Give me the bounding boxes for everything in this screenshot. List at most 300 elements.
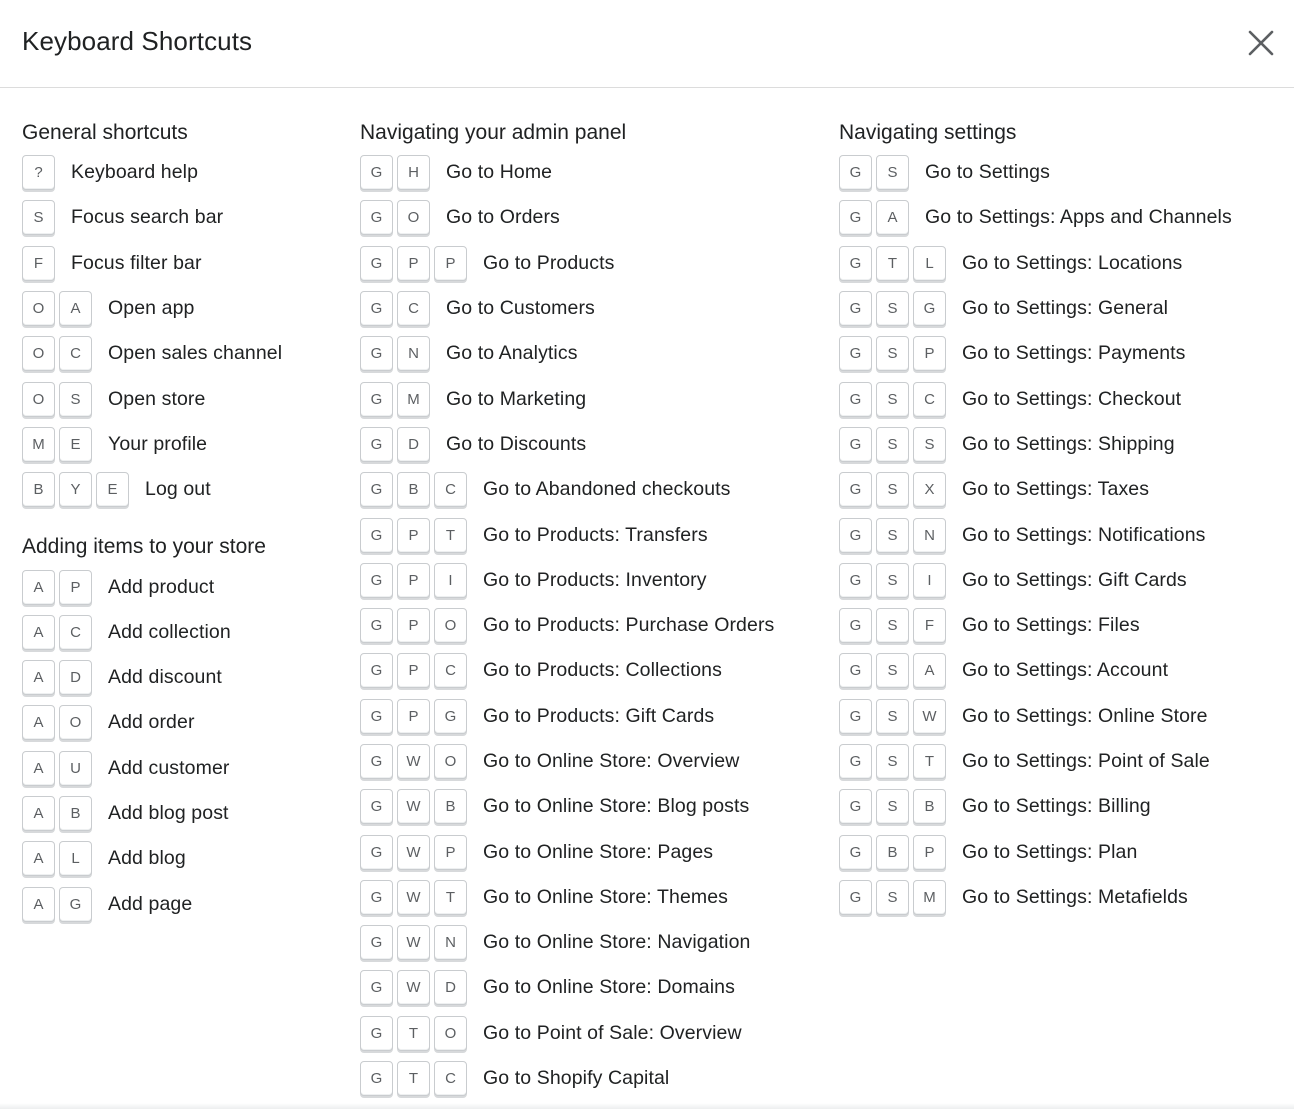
keycap: B — [22, 472, 55, 507]
shortcut-label: Keyboard help — [71, 161, 199, 184]
keycap: G — [839, 291, 872, 326]
shortcut-label: Go to Customers — [446, 297, 595, 320]
keycap: A — [913, 653, 946, 688]
shortcut-label: Go to Online Store: Navigation — [483, 931, 751, 954]
key-combo — [22, 615, 96, 650]
shortcut-row[interactable] — [360, 875, 820, 920]
shortcut-row[interactable] — [360, 739, 820, 784]
key-combo — [360, 880, 471, 915]
keycap: G — [360, 336, 393, 371]
shortcut-row[interactable] — [360, 920, 820, 965]
keycap: W — [397, 835, 430, 870]
key-combo — [839, 336, 950, 371]
shortcut-row[interactable] — [839, 694, 1279, 739]
key-combo — [360, 789, 471, 824]
shortcut-label: Go to Marketing — [446, 387, 587, 410]
shortcut-row[interactable] — [839, 286, 1279, 331]
keycap: S — [876, 155, 909, 190]
keycap: N — [397, 336, 430, 371]
keycap: G — [839, 336, 872, 371]
shortcut-label: Go to Shopify Capital — [483, 1067, 670, 1090]
keycap: A — [22, 615, 55, 650]
shortcut-label: Add discount — [108, 666, 222, 689]
close-icon — [1240, 22, 1282, 64]
keycap: F — [22, 246, 55, 281]
shortcut-row[interactable] — [360, 422, 820, 467]
shortcut-label: Go to Settings: Notifications — [962, 523, 1206, 546]
keycap: G — [59, 887, 92, 922]
keycap: P — [434, 246, 467, 281]
key-combo — [22, 570, 96, 605]
keycap: L — [913, 246, 946, 281]
shortcut-row[interactable] — [360, 150, 820, 195]
keycap: E — [96, 472, 129, 507]
shortcut-row[interactable] — [360, 286, 820, 331]
key-combo — [360, 1016, 471, 1051]
keycap: P — [59, 570, 92, 605]
shortcut-label: Go to Analytics — [446, 342, 578, 365]
keycap: W — [397, 880, 430, 915]
keycap: G — [913, 291, 946, 326]
shortcut-label: Go to Point of Sale: Overview — [483, 1021, 742, 1044]
shortcut-row[interactable] — [22, 150, 342, 195]
shortcut-row[interactable] — [360, 376, 820, 421]
left-column — [22, 116, 342, 927]
key-combo — [360, 246, 471, 281]
shortcut-label: Go to Abandoned checkouts — [483, 478, 731, 501]
keycap: S — [876, 699, 909, 734]
key-combo — [839, 155, 913, 190]
key-combo — [839, 427, 950, 462]
keycap: S — [22, 200, 55, 235]
shortcut-row[interactable] — [839, 875, 1279, 920]
key-combo — [839, 200, 913, 235]
keycap: G — [839, 246, 872, 281]
shortcut-label: Go to Online Store: Blog posts — [483, 795, 750, 818]
keycap: S — [913, 427, 946, 462]
shortcut-row[interactable] — [22, 610, 342, 655]
general-shortcuts-list — [22, 150, 342, 512]
keycap: T — [434, 518, 467, 553]
shortcut-label: Go to Products: Inventory — [483, 568, 707, 591]
keycap: S — [876, 608, 909, 643]
key-combo — [360, 427, 434, 462]
shortcut-label: Open sales channel — [108, 342, 283, 365]
shortcut-label: Open store — [108, 387, 206, 410]
keycap: W — [397, 789, 430, 824]
keycap: O — [22, 336, 55, 371]
keycap: P — [397, 699, 430, 734]
keycap: Y — [59, 472, 92, 507]
keycap: G — [360, 291, 393, 326]
key-combo — [22, 841, 96, 876]
shortcut-label: Add product — [108, 575, 215, 598]
shortcut-label: Go to Settings: Billing — [962, 795, 1151, 818]
keycap: G — [839, 155, 872, 190]
shortcut-row[interactable] — [360, 195, 820, 240]
keycap: W — [913, 699, 946, 734]
shortcut-row[interactable] — [839, 829, 1279, 874]
shortcut-label: Your profile — [108, 432, 208, 455]
shortcut-label: Go to Settings: Files — [962, 614, 1140, 637]
key-combo — [360, 835, 471, 870]
keycap: P — [397, 608, 430, 643]
keycap: ? — [22, 155, 55, 190]
key-combo — [839, 246, 950, 281]
shortcut-label: Focus filter bar — [71, 251, 202, 274]
keycap: G — [839, 472, 872, 507]
key-combo — [360, 970, 471, 1005]
shortcut-label: Add order — [108, 711, 195, 734]
key-combo — [22, 796, 96, 831]
keycap: G — [839, 382, 872, 417]
keycap: G — [839, 563, 872, 598]
key-combo — [360, 382, 434, 417]
keycap: O — [397, 200, 430, 235]
keycap: T — [397, 1061, 430, 1096]
shortcut-row[interactable] — [839, 467, 1279, 512]
keycap: G — [434, 699, 467, 734]
keycap: C — [434, 1061, 467, 1096]
key-combo — [22, 291, 96, 326]
keycap: E — [59, 427, 92, 462]
right-column — [839, 116, 1279, 920]
shortcut-row[interactable] — [839, 150, 1279, 195]
shortcut-row[interactable] — [360, 558, 820, 603]
keycap: A — [22, 841, 55, 876]
shortcut-row[interactable] — [360, 648, 820, 693]
shortcut-row[interactable] — [360, 1056, 820, 1101]
shortcut-label: Go to Settings: Apps and Channels — [925, 206, 1232, 229]
keycap: G — [360, 835, 393, 870]
keycap: H — [397, 155, 430, 190]
keycap: G — [839, 835, 872, 870]
keycap: N — [913, 518, 946, 553]
key-combo — [360, 563, 471, 598]
key-combo — [22, 200, 59, 235]
keycap: B — [397, 472, 430, 507]
keycap: I — [913, 563, 946, 598]
keycap: G — [839, 653, 872, 688]
keycap: S — [876, 518, 909, 553]
shortcut-label: Add collection — [108, 620, 231, 643]
key-combo — [839, 518, 950, 553]
shortcut-row[interactable] — [360, 784, 820, 829]
shortcut-label: Go to Settings: General — [962, 297, 1169, 320]
settings-navigation-list — [839, 150, 1279, 920]
keycap: S — [876, 472, 909, 507]
admin-navigation-list — [360, 150, 820, 1101]
shortcut-row[interactable] — [22, 881, 342, 926]
keycap: S — [59, 382, 92, 417]
keycap: D — [59, 660, 92, 695]
shortcut-label: Go to Settings — [925, 161, 1050, 184]
keycap: A — [876, 200, 909, 235]
shortcut-row[interactable] — [360, 603, 820, 648]
keycap: B — [876, 835, 909, 870]
shortcut-label: Go to Products: Purchase Orders — [483, 614, 775, 637]
shortcut-row[interactable] — [839, 195, 1279, 240]
shortcut-label: Add page — [108, 892, 193, 915]
keycap: T — [876, 246, 909, 281]
keycap: M — [22, 427, 55, 462]
shortcut-row[interactable] — [22, 331, 342, 376]
keycap: A — [59, 291, 92, 326]
shortcut-label: Go to Online Store: Themes — [483, 885, 729, 908]
shortcut-label: Add blog — [108, 847, 186, 870]
keycap: G — [360, 699, 393, 734]
keycap: G — [360, 427, 393, 462]
shortcut-row[interactable] — [839, 784, 1279, 829]
shortcut-row[interactable] — [22, 746, 342, 791]
key-combo — [360, 925, 471, 960]
key-combo — [839, 789, 950, 824]
shortcut-row[interactable] — [360, 467, 820, 512]
keycap: C — [434, 653, 467, 688]
shortcut-label: Go to Settings: Taxes — [962, 478, 1150, 501]
shortcut-row[interactable] — [22, 195, 342, 240]
key-combo — [839, 608, 950, 643]
shortcut-label: Go to Settings: Checkout — [962, 387, 1182, 410]
keycap: G — [360, 155, 393, 190]
keycap: G — [360, 518, 393, 553]
keycap: G — [839, 880, 872, 915]
shortcut-label: Add customer — [108, 756, 230, 779]
section-title-adding: Adding items to your store — [22, 535, 266, 559]
keycap: A — [22, 570, 55, 605]
shortcut-row[interactable] — [839, 603, 1279, 648]
keycap: D — [397, 427, 430, 462]
keycap: S — [876, 880, 909, 915]
keycap: C — [913, 382, 946, 417]
key-combo — [22, 427, 96, 462]
keycap: S — [876, 563, 909, 598]
key-combo — [22, 336, 96, 371]
keycap: N — [434, 925, 467, 960]
key-combo — [22, 472, 133, 507]
key-combo — [360, 336, 434, 371]
shortcut-label: Go to Products — [483, 251, 615, 274]
shortcut-label: Go to Discounts — [446, 432, 587, 455]
keycap: A — [22, 660, 55, 695]
keycap: A — [22, 705, 55, 740]
keycap: S — [876, 291, 909, 326]
shortcut-label: Go to Settings: Plan — [962, 840, 1138, 863]
keycap: G — [839, 200, 872, 235]
shortcut-row[interactable] — [360, 512, 820, 557]
keycap: D — [434, 970, 467, 1005]
shortcut-label: Focus search bar — [71, 206, 224, 229]
shortcut-row[interactable] — [360, 829, 820, 874]
shortcut-row[interactable] — [22, 791, 342, 836]
keycap: G — [839, 427, 872, 462]
shortcut-row[interactable] — [839, 739, 1279, 784]
keycap: P — [397, 518, 430, 553]
scroll-fade — [0, 1103, 1294, 1109]
key-combo — [360, 472, 471, 507]
key-combo — [839, 699, 950, 734]
shortcut-row[interactable] — [839, 422, 1279, 467]
shortcut-label: Go to Settings: Account — [962, 659, 1169, 682]
key-combo — [360, 291, 434, 326]
shortcut-row[interactable] — [22, 467, 342, 512]
keycap: O — [22, 382, 55, 417]
shortcut-row[interactable] — [22, 836, 342, 881]
keycap: G — [360, 1061, 393, 1096]
adding-items-list — [22, 564, 342, 926]
shortcut-label: Go to Products: Gift Cards — [483, 704, 715, 727]
shortcut-label: Go to Home — [446, 161, 553, 184]
shortcut-label: Go to Products: Transfers — [483, 523, 708, 546]
key-combo — [22, 155, 59, 190]
keycap: S — [876, 653, 909, 688]
key-combo — [360, 200, 434, 235]
keycap: W — [397, 970, 430, 1005]
key-combo — [839, 563, 950, 598]
shortcut-label: Go to Online Store: Overview — [483, 750, 740, 772]
middle-column — [360, 116, 820, 1101]
keycap: P — [397, 653, 430, 688]
shortcut-row[interactable] — [22, 286, 342, 331]
keycap: W — [397, 925, 430, 960]
key-combo — [839, 382, 950, 417]
keycap: U — [59, 751, 92, 786]
shortcut-row[interactable] — [839, 331, 1279, 376]
keycap: G — [360, 653, 393, 688]
key-combo — [360, 608, 471, 643]
keycap: B — [434, 789, 467, 824]
key-combo — [360, 744, 471, 779]
keycap: P — [434, 835, 467, 870]
key-combo — [22, 246, 59, 281]
keycap: S — [876, 744, 909, 779]
shortcut-row[interactable] — [839, 512, 1279, 557]
keycap: G — [360, 880, 393, 915]
shortcut-label: Go to Settings: Payments — [962, 342, 1186, 365]
shortcut-row[interactable] — [839, 648, 1279, 693]
keycap: X — [913, 472, 946, 507]
shortcut-row[interactable] — [839, 558, 1279, 603]
key-combo — [360, 155, 434, 190]
key-combo — [360, 653, 471, 688]
key-combo — [839, 472, 950, 507]
shortcut-row[interactable] — [360, 241, 820, 286]
shortcut-label: Go to Orders — [446, 206, 560, 229]
keycap: C — [59, 336, 92, 371]
keycap: O — [59, 705, 92, 740]
keycap: G — [360, 200, 393, 235]
section-title-general: General shortcuts — [22, 121, 188, 144]
shortcut-label: Go to Settings: Shipping — [962, 432, 1175, 455]
shortcut-row[interactable] — [22, 376, 342, 421]
modal-title: Keyboard Shortcuts — [22, 26, 253, 56]
keycap: L — [59, 841, 92, 876]
shortcut-label: Add blog post — [108, 802, 229, 824]
shortcut-row[interactable] — [360, 965, 820, 1010]
shortcut-row[interactable] — [22, 655, 342, 700]
keycap: G — [839, 744, 872, 779]
key-combo — [839, 880, 950, 915]
shortcut-label: Go to Settings: Online Store — [962, 704, 1208, 727]
keycap: T — [434, 880, 467, 915]
keycap: G — [360, 970, 393, 1005]
keycap: P — [397, 246, 430, 281]
shortcut-label: Go to Settings: Point of Sale — [962, 750, 1210, 772]
keycap: G — [360, 246, 393, 281]
keycap: G — [360, 744, 393, 779]
shortcut-row[interactable] — [22, 422, 342, 467]
shortcut-row[interactable] — [22, 564, 342, 609]
keycap: C — [59, 615, 92, 650]
keycap: O — [22, 291, 55, 326]
section-title-settings: Navigating settings — [839, 121, 1017, 144]
shortcut-label: Go to Settings: Gift Cards — [962, 568, 1187, 591]
keycap: G — [360, 608, 393, 643]
keycap: C — [434, 472, 467, 507]
keycap: O — [434, 1016, 467, 1051]
keycap: O — [434, 744, 467, 779]
shortcut-row[interactable] — [839, 241, 1279, 286]
shortcut-row[interactable] — [22, 700, 342, 745]
keycap: G — [839, 699, 872, 734]
key-combo — [360, 699, 471, 734]
key-combo — [22, 705, 96, 740]
keycap: B — [913, 789, 946, 824]
shortcut-label: Go to Settings: Locations — [962, 251, 1183, 274]
keycap: O — [434, 608, 467, 643]
key-combo — [360, 1061, 471, 1096]
shortcut-label: Log out — [145, 478, 211, 501]
keycap: G — [839, 789, 872, 824]
keycap: P — [913, 336, 946, 371]
key-combo — [22, 887, 96, 922]
keycap: S — [876, 382, 909, 417]
keycap: W — [397, 744, 430, 779]
keycap: S — [876, 427, 909, 462]
keycap: B — [59, 796, 92, 831]
shortcut-label: Go to Products: Collections — [483, 659, 722, 682]
shortcut-label: Go to Settings: Metafields — [962, 885, 1188, 908]
keycap: G — [360, 1016, 393, 1051]
key-combo — [839, 744, 950, 779]
close-button[interactable] — [1240, 22, 1282, 64]
keycap: G — [360, 382, 393, 417]
keycap: G — [360, 472, 393, 507]
section-title-admin: Navigating your admin panel — [360, 121, 627, 144]
keycap: C — [397, 291, 430, 326]
keycap: G — [360, 925, 393, 960]
keycap: F — [913, 608, 946, 643]
keycap: P — [913, 835, 946, 870]
keycap: P — [397, 563, 430, 598]
keycap: G — [360, 563, 393, 598]
shortcut-row[interactable] — [839, 376, 1279, 421]
shortcut-row[interactable] — [360, 331, 820, 376]
shortcut-row[interactable] — [22, 241, 342, 286]
keycap: G — [839, 608, 872, 643]
key-combo — [22, 751, 96, 786]
key-combo — [360, 518, 471, 553]
shortcut-label: Go to Online Store: Domains — [483, 976, 735, 999]
keycap: T — [397, 1016, 430, 1051]
keycap: A — [22, 887, 55, 922]
keycap: A — [22, 751, 55, 786]
keycap: T — [913, 744, 946, 779]
keycap: I — [434, 563, 467, 598]
shortcut-label: Go to Online Store: Pages — [483, 840, 714, 863]
shortcut-row[interactable] — [360, 694, 820, 739]
shortcut-row[interactable] — [360, 1011, 820, 1056]
